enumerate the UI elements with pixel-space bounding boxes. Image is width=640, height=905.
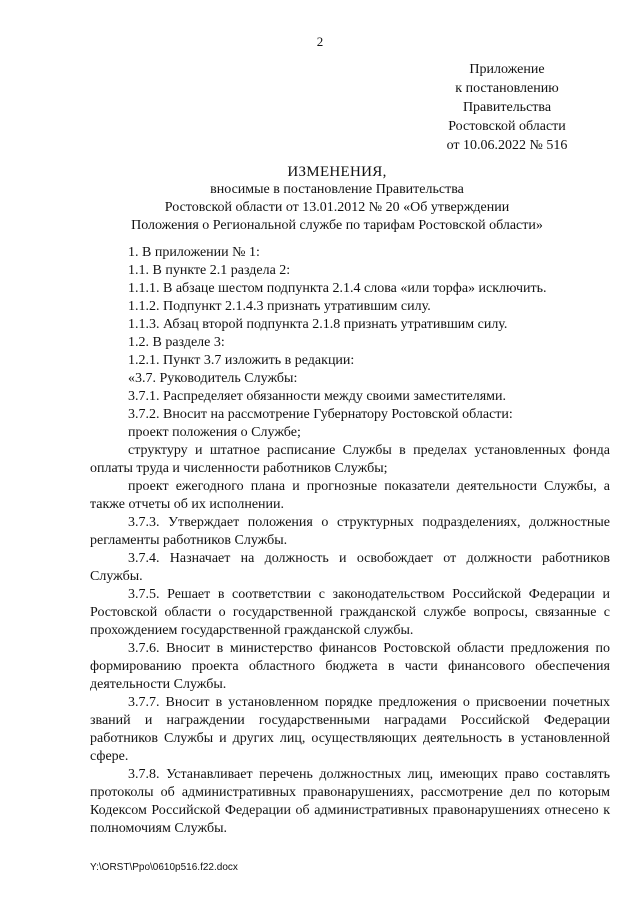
- paragraph: 3.7.5. Решает в соответствии с законодательством Российской Федерации и Ростовской области о государственной гражданской службе вопросы, связанные с прохождением государственной гражданской службы.: [90, 587, 610, 638]
- title-line: Положения о Региональной службе по тарифам Ростовской области»: [131, 218, 543, 233]
- paragraph: «3.7. Руководитель Службы:: [128, 371, 298, 386]
- paragraph: структуру и штатное расписание Службы в пределах установленных фонда оплаты труда и численности работников Службы;: [90, 443, 610, 476]
- title-line: Ростовской области от 13.01.2012 № 20 «Об утверждении: [164, 200, 510, 215]
- paragraph: 1.2. В разделе 3:: [128, 335, 225, 350]
- title-line: вносимые в постановление Правительства: [210, 182, 464, 197]
- document-body: [90, 244, 610, 838]
- appendix-header: [432, 60, 582, 155]
- paragraph: 3.7.3. Утверждает положения о структурных подразделениях, должностные регламенты работников Службы.: [90, 515, 610, 548]
- appendix-line: к постановлению: [455, 81, 559, 96]
- paragraph: 1.1. В пункте 2.1 раздела 2:: [128, 263, 291, 278]
- appendix-line: Правительства: [462, 100, 552, 115]
- paragraph: 1.1.1. В абзаце шестом подпункта 2.1.4 слова «или торфа» исключить.: [128, 281, 547, 296]
- paragraph: 3.7.4. Назначает на должность и освобождает от должности работников Службы.: [90, 551, 610, 584]
- appendix-date: от 10.06.2022 № 516: [446, 138, 568, 153]
- paragraph: 3.7.1. Распределяет обязанности между своими заместителями.: [128, 389, 506, 404]
- paragraph: 1.2.1. Пункт 3.7 изложить в редакции:: [128, 353, 355, 368]
- paragraph: 1.1.2. Подпункт 2.1.4.3 признать утратившим силу.: [128, 299, 431, 314]
- document-title: [82, 163, 592, 235]
- title-head: ИЗМЕНЕНИЯ,: [287, 164, 387, 180]
- file-path-footer: Y:\ORST\Ppo\0610p516.f22.docx: [90, 862, 238, 873]
- paragraph: проект положения о Службе;: [128, 425, 301, 440]
- paragraph: 1. В приложении № 1:: [128, 245, 260, 260]
- paragraph: 3.7.8. Устанавливает перечень должностных лиц, имеющих право составлять протоколы об административных правонарушениях, рассмотрение дел по которым Кодексом Российской Федерации об административных правонарушениях отнесено к полномочиям Службы.: [90, 767, 610, 836]
- page-number: 2: [316, 34, 324, 49]
- appendix-line: Ростовской области: [448, 119, 566, 134]
- paragraph: 1.1.3. Абзац второй подпункта 2.1.8 признать утратившим силу.: [128, 317, 508, 332]
- paragraph: 3.7.6. Вносит в министерство финансов Ростовской области предложения по формированию проекта областного бюджета в части финансового обеспечения деятельности Службы.: [90, 641, 610, 692]
- appendix-line: Приложение: [469, 62, 545, 77]
- paragraph: 3.7.7. Вносит в установленном порядке предложения о присвоении почетных званий и награждении государственными наградами Российской Федерации работников Службы и других лиц, осуществляющих деятельность в установленной сфере.: [90, 695, 610, 764]
- paragraph: проект ежегодного плана и прогнозные показатели деятельности Службы, а также отчеты об их исполнении.: [90, 479, 610, 512]
- paragraph: 3.7.2. Вносит на рассмотрение Губернатору Ростовской области:: [128, 407, 513, 422]
